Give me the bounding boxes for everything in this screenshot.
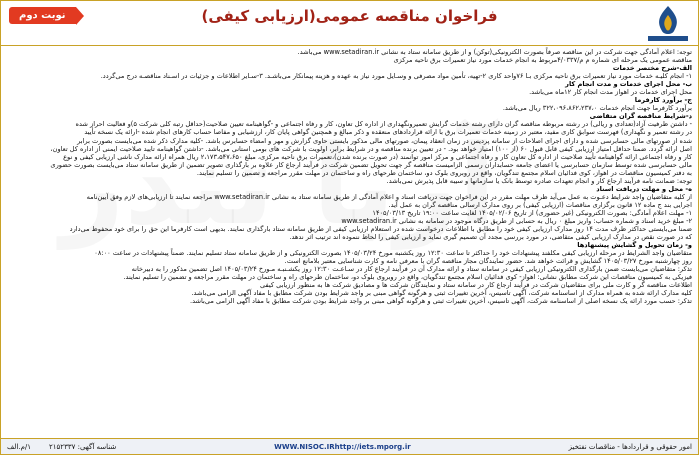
notice-title: فراخوان مناقصه عمومی(ارزیابی کیفی) <box>201 7 498 25</box>
footer-ad-id: شناسه آگهی: ۲۱۵۲۳۳۷ <box>49 442 117 451</box>
notice-header <box>1 1 698 46</box>
notice-line: مالی حسابرسی شده توسط سازمان حسابرسی یا اعضای جامعه حسابداران رسمی الزامیست مناقصه گر جهت تحویل تضمین شرکت در فرآیند ارجاع کار علاوه بر بارگذاری تصویر تضمین از طریق سامانه ستاد می‌بایست بصورت حضوری <box>50 160 692 169</box>
notice-line: شده از صورتهای مالی حسابرسی شده و دارای اجرای اصلاحات از سامانه پردیس در زمان انعقاد پیمان، صورتهای مالی مذکور بایستی حاوی گزارش و مهر و امضاء حسابرس باشد. -کلیه مدارک ذکر شده می‌بایست بصورت برابر <box>77 136 692 145</box>
second-round-badge: نوبت دوم <box>9 7 76 24</box>
notice-line: برآورد کارفرما جهت انجام خدمات ۳۲۲،۰۹۶،۸۶۲،۲۳۷،۰ ریال می‌باشد. <box>502 104 692 113</box>
section-heading-estimate: ج- برآورد کارفرما <box>634 96 692 105</box>
notice-line: ۱- مهلت اعلام آمادگی: بصورت الکترونیکی (غیر حضوری) از تاریخ ۱۴۰۵/۰۲/۰۶ لغایت ساعت ۱۹:۰۰ تاریخ ۱۴۰۵/۰۳/۱۳ <box>372 208 692 217</box>
section-heading-location: ب- محل اجرای خدمات و مدت انجام کار <box>565 80 692 89</box>
notice-line: توجه: اعلام آمادگی جهت شرکت در این مناقصه صرفاً بصورت الکترونیکی(توکن) و از طریق سامانه ستاد به نشانی www.setadiran.ir می‌باشد. <box>297 48 692 56</box>
notice-line: اصل ارائه گردد. ضمنا حداقل امتیاز ارزیابی کیفی قابل قبول ۶۰ (از ۱۰۰) امتیاز خواهد بود. - در تعیین برنده مناقصه و در شرایط برابر، اولویت با شرکت های بومی استانی می‌باشد. -داشتن گواهینامه تایید صلاحیت ایمنی از اداره کل تعاون، <box>50 144 692 153</box>
notice-line: - داشتن ظرفیت آزاد(تعدادی و ریالی) در رشته مربوطه مناقصه گران دارای رشته خدمات گرایش تعمیرونگهداری از اداره کل تعاون، کار و رفاه اجتماعی و -گواهینامه تعیین صلاحیت(حداقل رتبه کلی شرکت ۵)و فعالیت احراز شده <box>75 120 692 129</box>
notice-line: از کلیه متقاضیان واجد شرایط دعـوت به عمل می‌آید ظرف مهلت مقرر در این فراخوان جهت دریافت اسناد و اعلام آمادگی از طریق سامانه ستاد به نشانی www.setadiran.ir مراجعه نمایند تا ارزیابی‌های لازم وفق آیین‌نامه <box>86 192 692 201</box>
notice-line: توجه: ضمانت نامه فرآیند ارجاع کار و انجام تعهدات صادره توسط بانک یا سازمانها و سیبه قابل پذیرش نمی‌باشد. <box>386 176 692 185</box>
notice-footer <box>1 438 698 454</box>
section-heading-documents: ه- محل و مهلت دریافت اسناد <box>596 184 692 193</box>
notice-line: مناقصه عمومی یک مرحله ای شماره م م/۴/۰۳۳۷مربوط به انجام خدمات مورد نیاز تعمیرات برق ناحیه مرکزی <box>393 56 692 65</box>
notice-line: تذکر: متقاضیان می‌بایست ضمن بارگذاری الکترونیکی ارزیابی کیفی در سامانه ستاد و ارائه مدارک آن در فرآیند ارجاع کار در سـاعـت ۱۲:۳۰ روز یکشـنبـه مـورخ ۱۴۰۵/۰۳/۲۴ اصل تضمین مذکور را به دبیرخانه <box>131 265 692 274</box>
notice-line: در رشته تعمیر و نگهداری) فهرست سوابق کاری مفید، معتبر در زمینه خدمات تعمیرات برق با ارائه قراردادهای منعقده و ذکر مبالغ و همچنین گواهی پایان کار، ارزشیابی و مفاصا حساب کارهای انجام شده -ارائه یک نسخه تأیید <box>84 128 692 137</box>
section-heading-services: الف-شرح مختصر خدمات <box>612 64 692 73</box>
section-heading-conditions: د-شرایط مناقصه گران متقاضی <box>589 112 692 121</box>
notice-line: که در صورت نقص در مدارک ارزیابی کیفی متقاضی، در مورد بررسی مجدد آن تصمیم گیری نماید و ارزیابی کیفی را لحاظ ننموده اند ترتیب اثر ندهد. <box>289 233 692 242</box>
notice-line: کار و رفاه اجتماعی ارائه گواهینامه تأیید صلاحیت از اداره کل تعاون کار و رفاه اجتماعی و مرکز امور توانمند (در صورت برنده شدن)،تعمیرات برق ناحیه مرکزی، مبلغ ۲،۱۷۳،۵۴۷،۶۵۰ ریال همراه ارائه مدارک ناشی ارزیابی کیفی و نوع <box>63 152 692 161</box>
footer-website-link[interactable]: WWW.NISOC.IRhttp://iets.mporg.ir <box>274 442 411 451</box>
notice-line: فیزیکی به کمیسیون مناقصات این شرکت مطابق نشانی: اهواز- کوی فدائیان اسلام مجتمع تندگویان، واقع در روبروی بلوک دو، ساختمان طرحهای راه و ساختمان در مهلت مقرر مراجعه و تضمین را تسلیم نمایند. <box>123 273 692 282</box>
notice-line: محل اجرای خدمات در اهواز مدت انجام کار ۱۲ماه می‌باشد. <box>529 88 692 97</box>
section-heading-submission: و- زمان تحویل و گشایش پیشنهادها <box>577 241 692 250</box>
notice-line: به دفتر کمیسیون مناقصات در اهواز، کوی فدائیان اسلام مجتمع تندگویان، واقع در روبروی بلوک دو، ساختمان طرحهای راه و ساختمان در مهلت مقرر مراجعه و تضمین را تسلیم نمایند. <box>196 168 692 177</box>
notice-line: روز چهارشنبه مورخ ۱۴۰۵/۰۳/۲۷ گشایش و قرائت خواهد شد. حضور نمایندگان مجاز مناقصه گران با معرفی نامه و کارت شناسایی معتبر بلامانع است. <box>284 257 692 266</box>
notice-line: اطلاعات مناقصه گر و کارت ملی برای متقاضیان شرکت در فرآیند ارجاع کار در سامانه ستاد و نمایندگان شرکت ها و مصادیق شرکت ها به منظور ارزیابی کیفی <box>260 281 692 290</box>
notice-line: ۱- انجام کلیـه خدمات مورد نیاز تعمیرات برق ناحیه مرکزی بـا ۷۶واحد کاری ۲-تهیه، تأمین مواد مصرفی و وسـایل مورد نیاز به عهده و هزینه پیمانکار می‌باشـد. ۳-سـایر اطلاعات و جزئیات در اسـناد مناقصـه درج می‌گردد. <box>100 72 692 81</box>
notice-line: ۲- مبلغ خرید اسناد و شماره حساب: واریز مبلغ ۰ ریال به حسابی از طریق درگاه موجود در سامانه به نشانی www.setadiran.ir <box>341 216 692 225</box>
footer-ref: ۱/م.الف <box>7 442 32 451</box>
notice-body <box>1 46 698 306</box>
notice-line: ضمنا می‌بایستی حداکثر ظرف مدت ۱۴ روز مدارک ارزیابی کیفی خود را مطابق با اطلاعات درخواست شده در استعلام ارزیابی کیفی از طریق سامانه ستاد بارگذاری نمایند. بدیهی است کارفرما این حق را برای خود محفوظ می‌دارد <box>69 225 692 234</box>
notice-line: متقاضیان واجد الشرایط در مرحله ارزیابی کیفی مکلفند پیشنهادات خود را حداکثر تا ساعت ۱۲:۳۰ روز یکشنبه مورخ ۱۴۰۵/۰۳/۲۴ بصورت الکترونیکی و از طریق سامانه ستاد تسلیم نمایند. ضمناً پیشنهادات در ساعت ۰۸:۰۰ <box>94 249 692 258</box>
notice-line: اجرایی بند ج ماده ۱۲ قانون برگزاری مناقصات (ارزیابی کیفی) بر روی مدارک ارسالی مناقصه گران به عمل آید. <box>388 200 692 209</box>
oil-company-flame-logo-icon <box>642 3 694 43</box>
footer-department: امور حقوقی و قراردادها - مناقصات نفتخیز <box>568 442 692 451</box>
notice-line: تذکر: حسب مورد ارائه یک نسخه اصلی از اساسنامه شرکت، آگهی تاسیس، آخرین تغییرات ثبتی و هرگونه گواهی مبنی بر واجد شرایط بودن شرکت مطابق با مفاد آگهی الزامی می‌باشد. <box>189 297 692 306</box>
notice-line: کلیه مدارک ارائه شده به همراه مدارک از اساسنامه شرکت، آگهی تاسیس، آخرین تغییرات ثبتی و هرگونه گواهی مبنی بر واجد شرایط بودن شرکت مطابق با مفاد آگهی الزامی می‌باشد. <box>191 289 692 298</box>
